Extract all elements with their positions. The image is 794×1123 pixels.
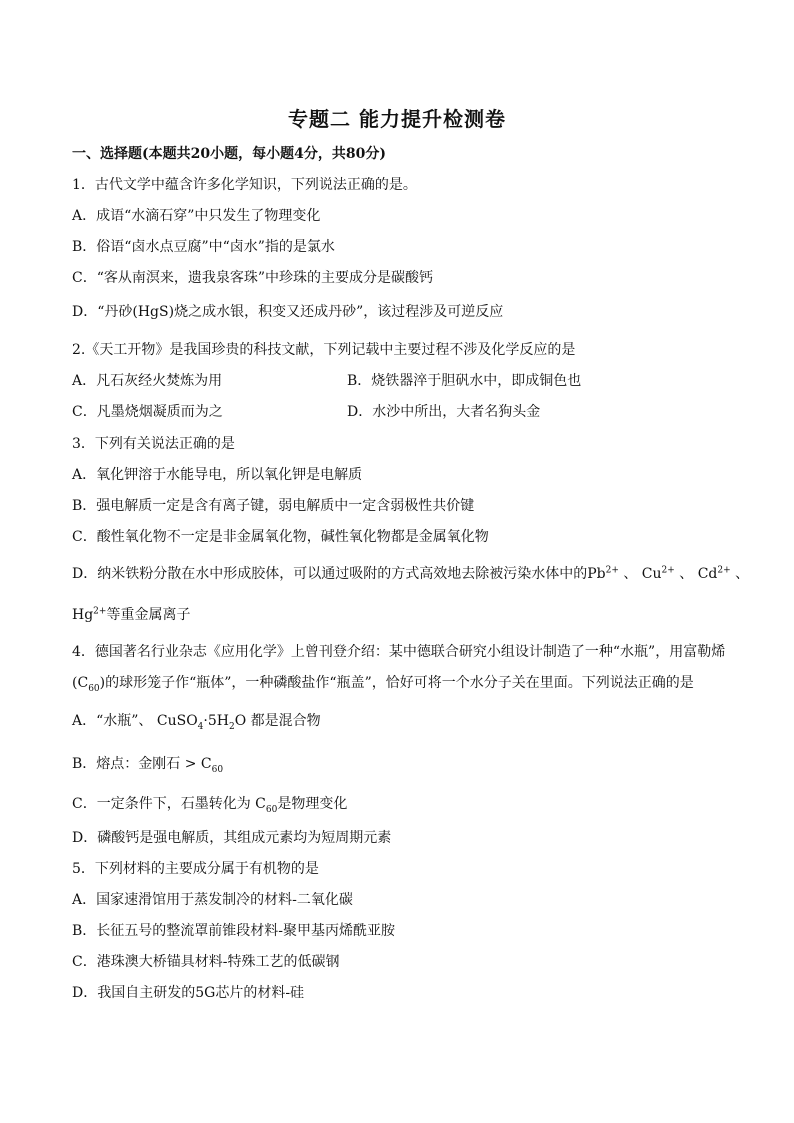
q2-option-d[interactable]: D．水沙中所出，大者名狗头金 (347, 404, 541, 420)
q4-option-c[interactable] (72, 795, 347, 813)
q3-stem: 3．下列有关说法正确的是 (72, 436, 235, 452)
c60-subscript: 60 (265, 804, 278, 815)
q4-stem-line2 (72, 674, 694, 692)
q4-a-text: O 都是混合物 (234, 713, 321, 729)
q1-option-d[interactable]: D．“丹砂(HgS)烧之成水银，积变又还成丹砂”，该过程涉及可逆反应 (72, 304, 504, 320)
q5-option-c[interactable]: C．港珠澳大桥锚具材料-特殊工艺的低碳钢 (72, 954, 340, 970)
page-title: 专题二 能力提升检测卷 (288, 107, 506, 131)
separator: 、 (730, 566, 750, 582)
q1-option-b[interactable]: B．俗语“卤水点豆腐”中“卤水”指的是氯水 (72, 239, 335, 255)
q5-stem: 5．下列材料的主要成分属于有机物的是 (72, 861, 319, 877)
c60-subscript: 60 (88, 683, 100, 694)
q5-option-a[interactable]: A．国家速滑馆用于蒸发制冷的材料-二氧化碳 (72, 892, 353, 908)
q4-b-text: B．熔点：金刚石 > C (72, 756, 212, 772)
q3-d-text-end: 等重金属离子 (106, 607, 191, 623)
q4-stem-part: (C (72, 675, 89, 691)
q3-option-a[interactable]: A．氧化钾溶于水能导电，所以氧化钾是电解质 (72, 467, 363, 483)
q3-option-b[interactable]: B．强电解质一定是含有离子键，弱电解质中一定含弱极性共价键 (72, 498, 475, 514)
q3-option-d[interactable] (72, 565, 749, 583)
pb-charge: 2+ (605, 565, 619, 576)
cd-charge: 2+ (717, 565, 731, 576)
section-heading: 一、选择题(本题共20小题，每小题4分，共80分) (72, 146, 386, 162)
q4-option-d[interactable]: D．磷酸钙是强电解质，其组成元素均为短周期元素 (72, 830, 392, 846)
q3-option-d-continued (72, 606, 190, 624)
hg-symbol: Hg (72, 607, 94, 623)
cu-symbol: Cu (641, 566, 662, 582)
q4-stem-line1: 4．德国著名行业杂志《应用化学》上曾刊登介绍：某中德联合研究小组设计制造了一种“水瓶”，用富勒烯 (72, 644, 726, 660)
q2-stem: 2.《天工开物》是我国珍贵的科技文献，下列记载中主要过程不涉及化学反应的是 (72, 342, 576, 358)
c60-subscript: 60 (211, 764, 224, 775)
hg-charge: 2+ (93, 606, 107, 617)
q4-a-text: ·5H (203, 713, 229, 729)
q4-option-a[interactable] (72, 712, 321, 730)
q1-option-a[interactable]: A．成语“水滴石穿”中只发生了物理变化 (72, 208, 321, 224)
q5-option-b[interactable]: B．长征五号的整流罩前锥段材料-聚甲基丙烯酰亚胺 (72, 923, 396, 939)
separator: 、 (618, 566, 638, 582)
q4-a-text: A．“水瓶”、 CuSO (72, 713, 198, 729)
cu-charge: 2+ (661, 565, 675, 576)
q2-option-b[interactable]: B．烧铁器淬于胆矾水中，即成铜色也 (347, 373, 582, 389)
q1-option-c[interactable]: C．“客从南溟来，遗我泉客珠”中珍珠的主要成分是碳酸钙 (72, 270, 434, 286)
q2-option-a[interactable]: A．凡石灰经火焚炼为用 (72, 373, 223, 389)
separator: 、 (674, 566, 694, 582)
cd-symbol: Cd (697, 566, 718, 582)
q4-option-b[interactable] (72, 755, 223, 773)
subscript: 2 (228, 721, 235, 732)
q2-option-c[interactable]: C．凡墨烧烟凝质而为之 (72, 404, 223, 420)
q1-stem: 1．古代文学中蕴含许多化学知识，下列说法正确的是。 (72, 177, 417, 193)
q4-c-text: 是物理变化 (277, 796, 348, 812)
subscript: 4 (197, 721, 204, 732)
q4-stem-part: )的球形笼子作“瓶体”，一种磷酸盐作“瓶盖”，恰好可将一个水分子关在里面。下列说法正确的是 (99, 675, 694, 691)
q3-d-text: D．纳米铁粉分散在水中形成胶体，可以通过吸附的方式高效地去除被污染水体中的Pb (72, 566, 606, 582)
q5-option-d[interactable]: D．我国自主研发的5G芯片的材料-硅 (72, 985, 305, 1001)
q4-c-text: C．一定条件下，石墨转化为 C (72, 796, 266, 812)
q3-option-c[interactable]: C．酸性氧化物不一定是非金属氧化物，碱性氧化物都是金属氧化物 (72, 529, 489, 545)
